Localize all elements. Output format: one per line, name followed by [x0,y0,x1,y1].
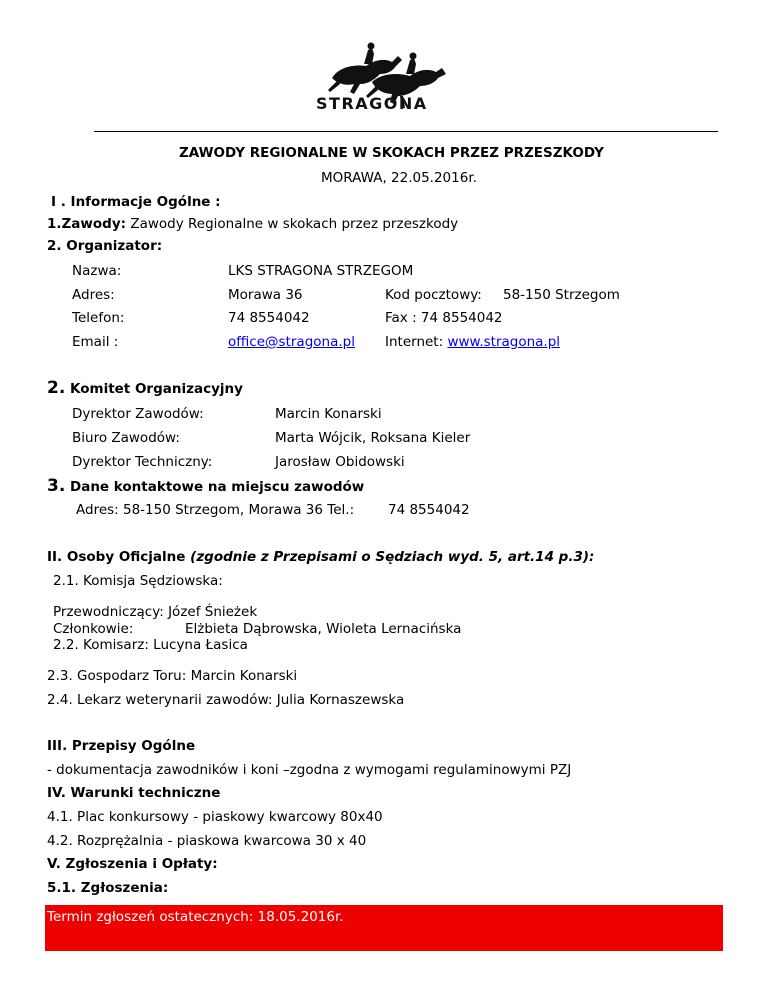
komitet-row-label: Dyrektor Zawodów: [72,406,204,422]
komisarz-line: 2.2. Komisarz: Lucyna Łasica [53,637,248,653]
komitet-row-value: Jarosław Obidowski [275,454,405,470]
organizator-heading: 2. Organizator: [47,238,163,254]
email-label: Email : [72,334,119,350]
section-5-sub: 5.1. Zgłoszenia: [47,880,169,896]
lekarz-line: 2.4. Lekarz weterynarii zawodów: Julia Kornaszewska [47,692,405,708]
komitet-heading [47,378,243,398]
gospodarz-line: 2.3. Gospodarz Toru: Marcin Konarski [47,668,298,684]
komitet-title: Komitet Organizacyjny [70,381,243,397]
zawody-value: Zawody Regionalne w skokach przez przeszkody [130,216,459,232]
section-3-heading: III. Przepisy Ogólne [47,738,196,754]
kontakt-heading [47,476,364,496]
logo-brand: STRAGONA [316,94,428,113]
kontakt-num: 3. [47,476,66,496]
adres-value: Morawa 36 [228,287,303,303]
nazwa-value: LKS STRAGONA STRZEGOM [228,263,414,279]
section-1-heading: I . Informacje Ogólne : [51,194,221,210]
email-link[interactable]: office@stragona.pl [228,334,355,350]
kontakt-title: Dane kontaktowe na miejscu zawodów [70,479,365,495]
kontakt-tel: 74 8554042 [388,502,470,518]
deadline-highlight [45,905,723,951]
fax-value: Fax : 74 8554042 [385,310,503,326]
internet-row [385,334,560,350]
divider [94,131,718,132]
adres-label: Adres: [72,287,115,303]
komitet-row-label: Dyrektor Techniczny: [72,454,213,470]
section-2-title: II. Osoby Oficjalne [47,549,186,565]
section-2-subtitle: (zgodnie z Przepisami o Sędziach wyd. 5, art.14 p.3): [190,549,595,565]
komisja-line: 2.1. Komisja Sędziowska: [53,573,223,589]
internet-label: Internet: [385,334,444,350]
komitet-row-label: Biuro Zawodów: [72,430,180,446]
komitet-row-value: Marcin Konarski [275,406,382,422]
zawody-row [47,216,458,232]
kod-value: 58-150 Strzegom [503,287,620,303]
komitet-num: 2. [47,378,66,398]
czlonkowie-label: Członkowie: [53,621,134,637]
section-5-heading: V. Zgłoszenia i Opłaty: [47,856,218,872]
deadline-text: Termin zgłoszeń ostatecznych: 18.05.2016r. [47,909,344,925]
section-4-line-2: 4.2. Rozprężalnia - piaskowa kwarcowa 30 x 40 [47,833,367,849]
section-2-heading [47,549,594,565]
section-4-heading: IV. Warunki techniczne [47,785,221,801]
kod-label: Kod pocztowy: [385,287,482,303]
przewodniczacy-line: Przewodniczący: Józef Śnieżek [53,604,258,620]
kontakt-line: Adres: 58-150 Strzegom, Morawa 36 Tel.: [76,502,355,518]
telefon-value: 74 8554042 [228,310,310,326]
document-title: ZAWODY REGIONALNE W SKOKACH PRZEZ PRZESZKODY [179,145,604,161]
internet-link[interactable]: www.stragona.pl [447,334,561,350]
section-3-line: - dokumentacja zawodników i koni –zgodna z wymogami regulaminowymi PZJ [47,762,572,778]
nazwa-label: Nazwa: [72,263,122,279]
czlonkowie-value: Elżbieta Dąbrowska, Wioleta Lernacińska [185,621,462,637]
komitet-row-value: Marta Wójcik, Roksana Kieler [275,430,471,446]
telefon-label: Telefon: [72,310,125,326]
zawody-label: 1.Zawody: [47,216,127,232]
section-4-line-1: 4.1. Plac konkursowy - piaskowy kwarcowy 80x40 [47,809,383,825]
date-line: MORAWA, 22.05.2016r. [321,170,477,186]
